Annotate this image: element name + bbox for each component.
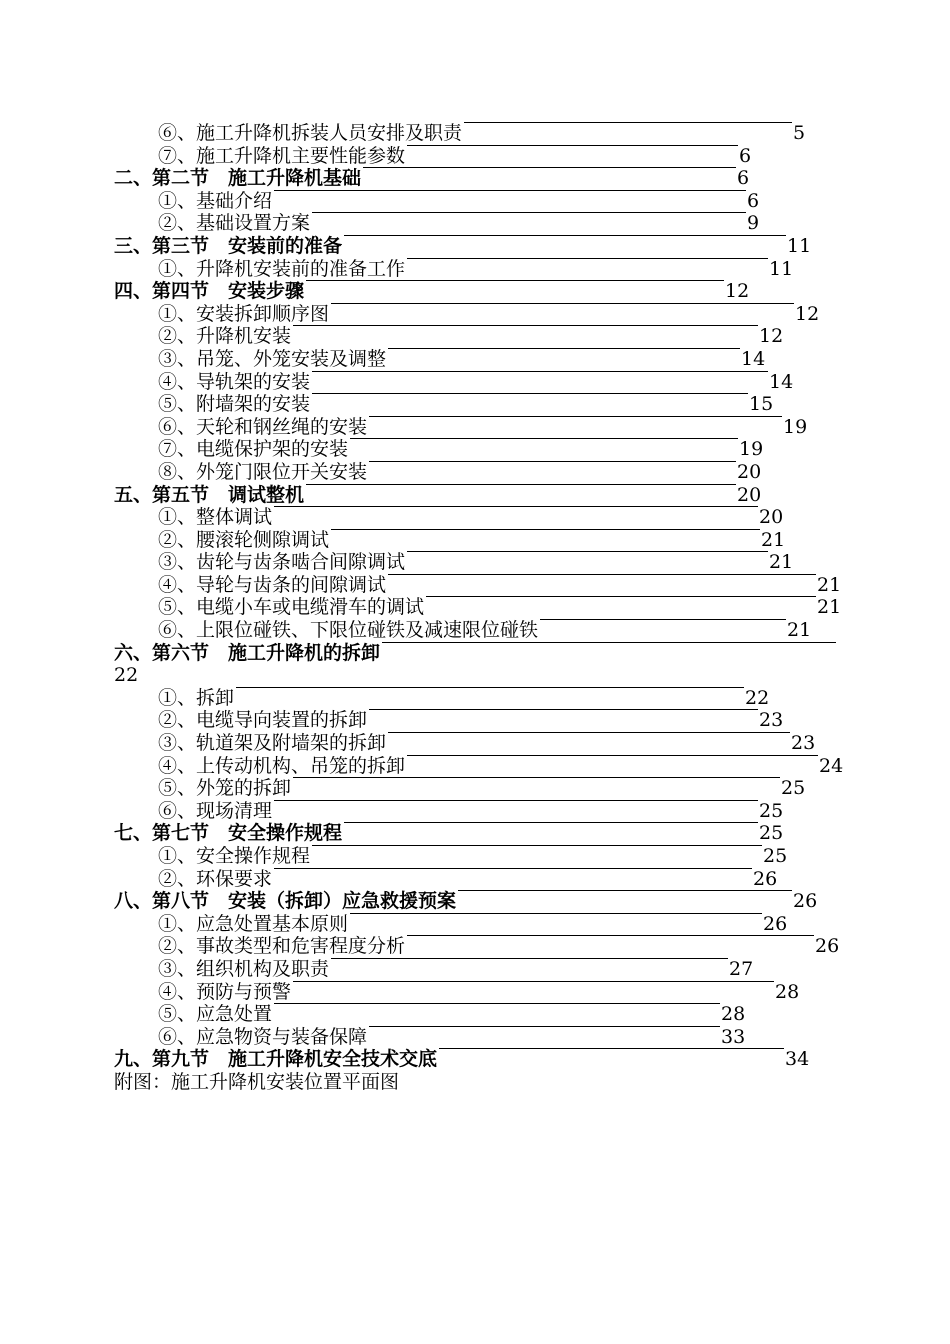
toc-row[interactable]	[0, 235, 950, 258]
dot-leader	[344, 235, 786, 236]
dot-leader	[312, 212, 746, 213]
toc-entry-title: ①、应急处置基本原则	[158, 912, 349, 935]
toc-row[interactable]	[0, 1048, 950, 1071]
toc-entry-title: ③、轨道架及附墙架的拆卸	[158, 732, 387, 755]
toc-row[interactable]	[0, 280, 950, 303]
toc-row[interactable]	[0, 1003, 950, 1026]
dot-leader	[293, 777, 780, 778]
dot-leader	[369, 1026, 720, 1027]
toc-row[interactable]	[0, 935, 950, 958]
dot-leader	[350, 438, 738, 439]
dot-leader	[382, 642, 836, 643]
toc-entry-page: 5	[793, 122, 806, 144]
toc-entry-title: ②、事故类型和危害程度分析	[158, 935, 406, 958]
toc-entry-page: 20	[737, 483, 762, 506]
toc-entry-title: ⑥、现场清理	[158, 799, 273, 822]
toc-entry-page: 26	[815, 935, 840, 958]
dot-leader	[350, 913, 762, 914]
toc-entry-title: ③、吊笼、外笼安装及调整	[158, 347, 387, 370]
toc-entry-page: 21	[787, 619, 812, 642]
toc-entry-title: ⑤、外笼的拆卸	[158, 777, 292, 800]
toc-entry-page: 9	[747, 212, 760, 235]
toc-row-continuation	[0, 664, 950, 687]
toc-entry-title: ⑤、附墙架的安装	[158, 393, 311, 416]
toc-entry-title: ①、安装拆卸顺序图	[158, 302, 330, 325]
dot-leader	[274, 1003, 720, 1004]
toc-entry-page: 28	[775, 980, 800, 1003]
toc-entry-page: 6	[737, 167, 750, 190]
toc-row[interactable]	[0, 800, 950, 823]
toc-entry-page: 14	[769, 370, 794, 393]
toc-row[interactable]	[0, 732, 950, 755]
dot-leader	[407, 258, 768, 259]
appendix-line[interactable]	[0, 1071, 950, 1094]
toc-entry-page: 12	[725, 280, 750, 303]
toc-entry-page: 25	[781, 777, 806, 800]
toc-entry-page: 27	[729, 957, 754, 980]
dot-leader	[540, 619, 786, 620]
dot-leader	[369, 709, 758, 710]
toc-row[interactable]	[0, 303, 950, 326]
toc-row[interactable]	[0, 574, 950, 597]
dot-leader	[464, 122, 792, 123]
toc-row[interactable]	[0, 145, 950, 168]
toc-entry-title: 八、第八节 安装（拆卸）应急救援预案	[114, 890, 457, 913]
toc-row[interactable]	[0, 371, 950, 394]
toc-entry-page: 22	[114, 664, 139, 687]
toc-entry-page: 6	[739, 144, 752, 167]
dot-leader	[439, 1048, 784, 1049]
toc-entry-title: ⑤、应急处置	[158, 1003, 273, 1026]
toc-row[interactable]	[0, 438, 950, 461]
toc-entry-page: 21	[769, 551, 794, 574]
toc-entry-title: ②、基础设置方案	[158, 212, 311, 235]
toc-entry-title: ④、导轮与齿条的间隙调试	[158, 573, 387, 596]
toc-entry-page: 22	[745, 686, 770, 709]
toc-entry-title: ⑥、天轮和钢丝绳的安装	[158, 415, 368, 438]
toc-entry-page: 20	[737, 460, 762, 483]
toc-entry-page: 12	[759, 325, 784, 348]
dot-leader	[426, 596, 816, 597]
toc-entry-page: 12	[795, 302, 820, 325]
toc-entry-title: ①、拆卸	[158, 686, 235, 709]
toc-entry-title: ⑦、施工升降机主要性能参数	[158, 144, 406, 167]
toc-entry-title: ③、齿轮与齿条啮合间隙调试	[158, 551, 406, 574]
toc-row[interactable]	[0, 642, 950, 665]
dot-leader	[407, 755, 818, 756]
toc-row[interactable]	[0, 258, 950, 281]
appendix-title: 附图：施工升降机安装位置平面图	[114, 1070, 400, 1093]
toc-row[interactable]	[0, 212, 950, 235]
toc-entry-title: ④、预防与预警	[158, 980, 292, 1003]
toc-entry-page: 21	[817, 596, 842, 619]
toc-row[interactable]	[0, 755, 950, 778]
toc-row[interactable]	[0, 551, 950, 574]
table-of-contents	[0, 122, 950, 1094]
dot-leader	[363, 167, 736, 168]
toc-entry-title: ②、升降机安装	[158, 325, 292, 348]
toc-entry-page: 11	[787, 234, 812, 257]
toc-entry-page: 25	[759, 799, 784, 822]
dot-leader	[331, 529, 760, 530]
toc-entry-title: 三、第三节 安装前的准备	[114, 234, 343, 257]
toc-row[interactable]	[0, 393, 950, 416]
toc-entry-page: 26	[793, 890, 818, 913]
toc-entry-title: 九、第九节 施工升降机安全技术交底	[114, 1048, 438, 1071]
toc-row[interactable]	[0, 981, 950, 1004]
toc-entry-title: ⑥、上限位碰铁、下限位碰铁及减速限位碰铁	[158, 619, 539, 642]
toc-row[interactable]	[0, 822, 950, 845]
toc-row[interactable]	[0, 122, 950, 145]
toc-entry-page: 6	[747, 189, 760, 212]
toc-entry-title: ③、组织机构及职责	[158, 957, 330, 980]
toc-entry-page: 26	[763, 912, 788, 935]
toc-row[interactable]	[0, 845, 950, 868]
toc-row[interactable]	[0, 777, 950, 800]
dot-leader	[236, 687, 744, 688]
toc-entry-title: ①、整体调试	[158, 506, 273, 529]
toc-row[interactable]	[0, 190, 950, 213]
toc-entry-page: 24	[819, 754, 844, 777]
toc-entry-page: 21	[761, 528, 786, 551]
toc-row[interactable]	[0, 596, 950, 619]
toc-entry-title: 五、第五节 调试整机	[114, 483, 305, 506]
toc-entry-page: 15	[749, 393, 774, 416]
dot-leader	[274, 800, 758, 801]
toc-row[interactable]	[0, 687, 950, 710]
toc-entry-page: 34	[785, 1048, 810, 1071]
toc-entry-title: ⑦、电缆保护架的安装	[158, 438, 349, 461]
toc-row[interactable]	[0, 619, 950, 642]
toc-entry-title: ⑤、电缆小车或电缆滑车的调试	[158, 596, 425, 619]
dot-leader	[312, 845, 762, 846]
toc-row[interactable]	[0, 506, 950, 529]
toc-entry-page: 25	[763, 845, 788, 867]
toc-entry-page: 23	[791, 732, 816, 755]
toc-entry-page: 25	[759, 822, 784, 845]
toc-entry-title: ⑥、施工升降机拆装人员安排及职责	[158, 122, 463, 144]
toc-entry-title: ②、电缆导向装置的拆卸	[158, 709, 368, 732]
dot-leader	[407, 145, 738, 146]
toc-row[interactable]	[0, 348, 950, 371]
toc-entry-title: ①、基础介绍	[158, 189, 273, 212]
dot-leader	[388, 574, 816, 575]
dot-leader	[306, 280, 724, 281]
toc-entry-title: 六、第六节 施工升降机的拆卸	[114, 641, 381, 664]
dot-leader	[306, 484, 736, 485]
toc-entry-title: 二、第二节 施工升降机基础	[114, 167, 362, 190]
dot-leader	[293, 325, 758, 326]
toc-row[interactable]	[0, 913, 950, 936]
dot-leader	[407, 935, 814, 936]
toc-entry-title: ②、环保要求	[158, 867, 273, 890]
toc-row[interactable]	[0, 958, 950, 981]
toc-row[interactable]	[0, 529, 950, 552]
toc-entry-title: 七、第七节 安全操作规程	[114, 822, 343, 845]
toc-entry-page: 14	[741, 347, 766, 370]
toc-row[interactable]	[0, 868, 950, 891]
toc-entry-page: 19	[783, 415, 808, 438]
toc-row[interactable]	[0, 1026, 950, 1049]
toc-entry-title: ①、安全操作规程	[158, 845, 311, 867]
toc-row[interactable]	[0, 325, 950, 348]
dot-leader	[388, 348, 740, 349]
toc-entry-page: 23	[759, 709, 784, 732]
dot-leader	[388, 732, 790, 733]
dot-leader	[274, 190, 746, 191]
toc-entry-page: 19	[739, 438, 764, 461]
toc-entry-title: ⑥、应急物资与装备保障	[158, 1025, 368, 1048]
dot-leader	[369, 461, 736, 462]
dot-leader	[293, 981, 774, 982]
toc-row[interactable]	[0, 484, 950, 507]
dot-leader	[369, 416, 782, 417]
toc-entry-title: ④、上传动机构、吊笼的拆卸	[158, 754, 406, 777]
dot-leader	[344, 822, 758, 823]
dot-leader	[331, 958, 728, 959]
toc-row[interactable]	[0, 416, 950, 439]
dot-leader	[312, 393, 748, 394]
dot-leader	[312, 371, 768, 372]
dot-leader	[331, 303, 794, 304]
toc-entry-page: 20	[759, 506, 784, 529]
toc-entry-page: 26	[753, 867, 778, 890]
toc-entry-title: ④、导轨架的安装	[158, 370, 311, 393]
toc-entry-title: 四、第四节 安装步骤	[114, 280, 305, 303]
dot-leader	[274, 506, 758, 507]
toc-row[interactable]	[0, 167, 950, 190]
toc-entry-title: ⑧、外笼门限位开关安装	[158, 460, 368, 483]
toc-entry-page: 33	[721, 1025, 746, 1048]
dot-leader	[407, 551, 768, 552]
toc-row[interactable]	[0, 461, 950, 484]
toc-entry-title: ②、腰滚轮侧隙调试	[158, 528, 330, 551]
dot-leader	[274, 868, 752, 869]
toc-entry-page: 28	[721, 1003, 746, 1026]
toc-row[interactable]	[0, 890, 950, 913]
toc-entry-page: 21	[817, 573, 842, 596]
toc-row[interactable]	[0, 709, 950, 732]
toc-entry-page: 11	[769, 257, 794, 280]
dot-leader	[458, 890, 792, 891]
toc-entry-title: ①、升降机安装前的准备工作	[158, 257, 406, 280]
